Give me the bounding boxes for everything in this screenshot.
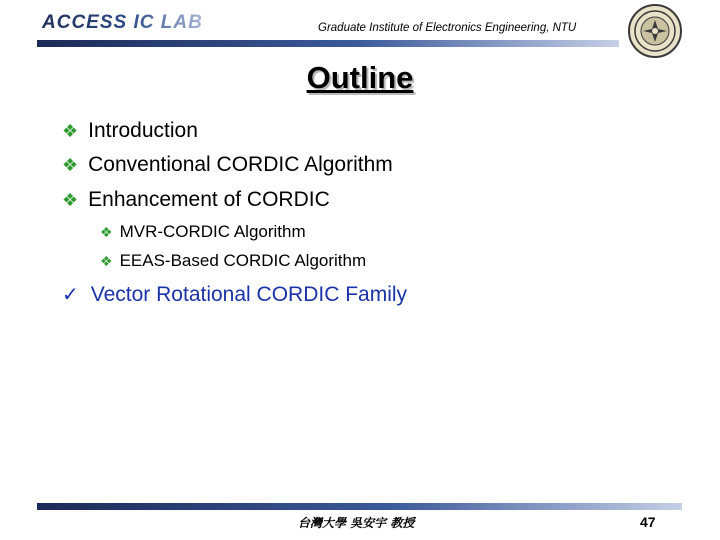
sub-bullet-text: MVR-CORDIC Algorithm <box>119 222 306 241</box>
university-seal-icon <box>627 3 683 59</box>
bullet-item <box>62 153 393 177</box>
bullet-text: Enhancement of CORDIC <box>88 188 330 211</box>
institute-name: Graduate Institute of Electronics Engineering, NTU <box>318 22 577 34</box>
bullet-item <box>62 119 198 143</box>
bullet-text: Conventional CORDIC Algorithm <box>88 153 393 176</box>
bullet-text: Introduction <box>88 119 198 142</box>
bullet-item <box>62 188 330 212</box>
lab-logo-text: ACCESS IC LAB <box>42 12 203 33</box>
diamond-bullet-icon: ❖ <box>62 120 79 141</box>
header-bar <box>37 40 619 47</box>
page-number: 47 <box>640 514 656 530</box>
diamond-bullet-icon: ❖ <box>62 189 79 210</box>
sub-bullet-text: EEAS-Based CORDIC Algorithm <box>119 251 367 270</box>
footer-author: 台灣大學 吳安宇 教授 <box>298 516 415 530</box>
current-section-item <box>62 282 407 307</box>
current-section-text: Vector Rotational CORDIC Family <box>90 282 408 306</box>
diamond-bullet-icon: ❖ <box>62 154 79 175</box>
sub-bullet-item <box>100 222 306 242</box>
checkmark-icon: ✓ <box>62 284 79 306</box>
footer-bar <box>37 503 682 510</box>
diamond-bullet-icon: ❖ <box>100 252 113 269</box>
slide-title: Outline <box>306 60 414 95</box>
sub-bullet-item <box>100 251 366 271</box>
diamond-bullet-icon: ❖ <box>100 223 113 240</box>
